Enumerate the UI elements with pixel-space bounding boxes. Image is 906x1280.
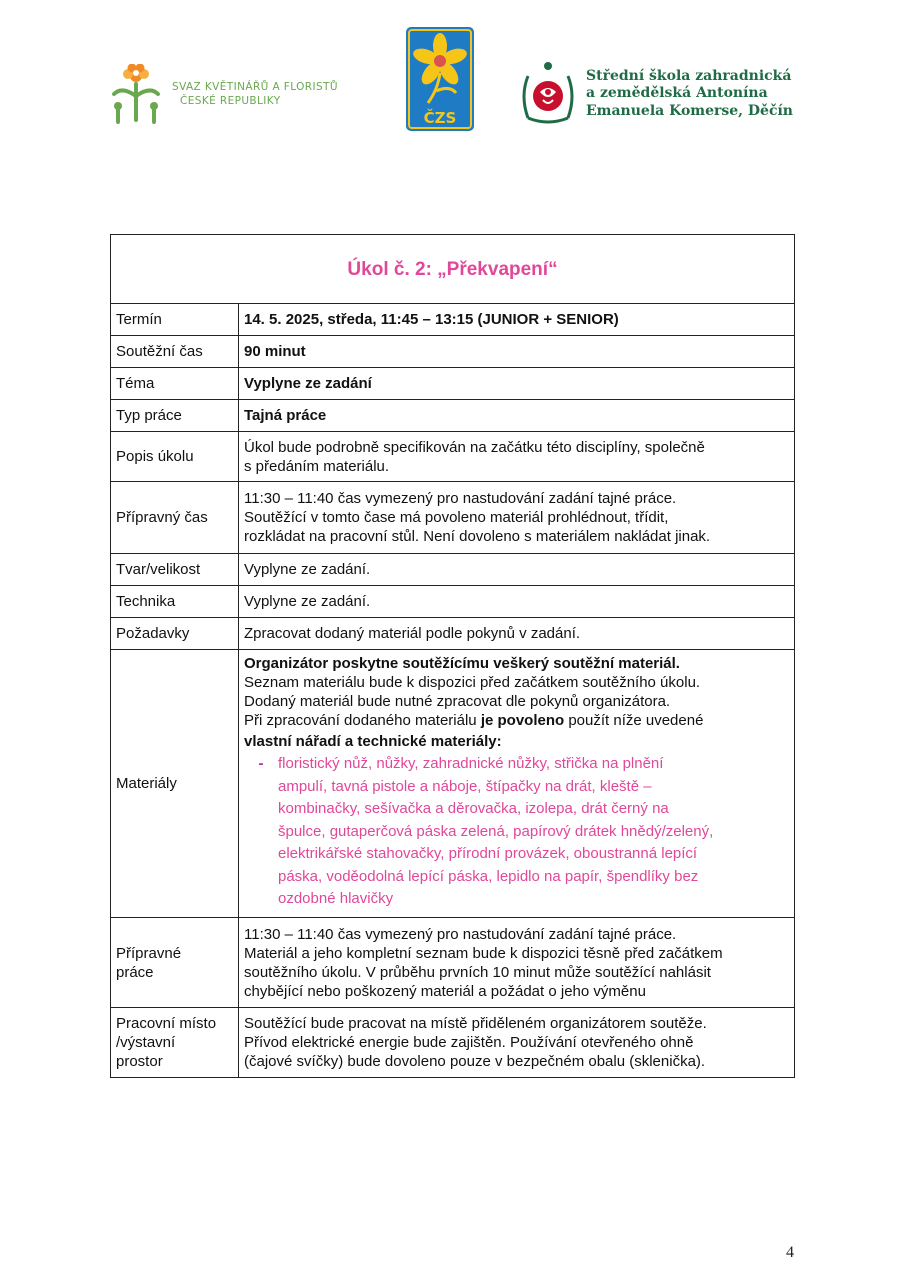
row-value: 90 minut — [239, 336, 795, 368]
list-line: ozdobné hlavičky — [278, 890, 394, 908]
text-line: s předáním materiálu. — [244, 457, 390, 475]
text-segment-bold: je povoleno — [480, 712, 565, 730]
text-line: Seznam materiálu bude k dispozici před začátkem soutěžního úkolu. — [244, 674, 701, 692]
text-segment: Při zpracování dodaného materiálu — [244, 712, 481, 730]
text-line: rozkládat na pracovní stůl. Není dovoleno s materiálem nakládat jinak. — [244, 528, 711, 545]
row-value — [239, 1008, 795, 1078]
row-label: Termín — [111, 304, 239, 336]
tools-list — [244, 753, 789, 911]
daffodil-icon — [406, 27, 474, 131]
row-label: Materiály — [111, 650, 239, 918]
text-line: vlastní nářadí a technické materiály: — [244, 733, 502, 751]
list-item — [244, 776, 789, 799]
text-line: Organizátor poskytne soutěžícímu veškerý soutěžní materiál. — [244, 655, 680, 673]
row-value: Zpracovat dodaný materiál podle pokynů v zadání. — [239, 618, 795, 650]
table-row — [111, 368, 795, 400]
text-line: soutěžního úkolu. V průběhu prvních 10 minut může soutěžící nahlásit — [244, 963, 711, 981]
row-label — [111, 1008, 239, 1078]
row-value: Vyplyne ze zadání — [239, 368, 795, 400]
text-line: (čajové svíčky) bude dovoleno pouze v bezpečném obalu (skleničkа). — [244, 1053, 706, 1070]
row-label — [111, 918, 239, 1008]
school-line1: Střední škola zahradnická — [586, 67, 792, 84]
text-line: Úkol bude podrobně specifikován na začátku této disciplíny, společně — [244, 438, 705, 456]
table-row — [111, 482, 795, 554]
list-item — [244, 888, 789, 911]
label-line: práce — [116, 963, 154, 981]
table-row — [111, 1008, 795, 1078]
list-item — [244, 866, 789, 889]
list-line: floristický nůž, nůžky, zahradnické nůžky, střička na plnění — [278, 755, 664, 773]
row-value: Tajná práce — [239, 400, 795, 432]
row-label: Typ práce — [111, 400, 239, 432]
text-line: 11:30 – 11:40 čas vymezený pro nastudování zadání tajné práce. — [244, 925, 677, 943]
label-line: Přípravné — [116, 944, 182, 962]
row-label: Téma — [111, 368, 239, 400]
row-value: Vyplyne ze zadání. — [239, 586, 795, 618]
list-item — [244, 798, 789, 821]
czs-logo — [406, 27, 474, 131]
row-label: Technika — [111, 586, 239, 618]
row-value — [239, 918, 795, 1008]
svaz-logo — [110, 64, 338, 124]
text-line: Materiál a jeho kompletní seznam bude k dispozici těsně před začátkem — [244, 944, 723, 962]
row-label: Soutěžní čas — [111, 336, 239, 368]
list-line: špulce, gutaperčová páska zelená, papírový drátek hnědý/zelený, — [278, 822, 714, 840]
row-label: Tvar/velikost — [111, 554, 239, 586]
text-line: Soutěžící v tomto čase má povoleno materiál prohlédnout, třídit, — [244, 509, 669, 526]
table-row-title — [111, 235, 795, 304]
row-label: Popis úkolu — [111, 432, 239, 482]
row-label: Požadavky — [111, 618, 239, 650]
table-row — [111, 554, 795, 586]
table-row — [111, 586, 795, 618]
text-line: Dodaný materiál bude nutné zpracovat dle pokynů organizátora. — [244, 693, 671, 711]
label-line: prostor — [116, 1053, 163, 1070]
school-line2: a zemědělská Antonína — [586, 85, 768, 102]
list-item — [244, 821, 789, 844]
row-label: Přípravný čas — [111, 482, 239, 554]
table-row — [111, 650, 795, 918]
table-row — [111, 336, 795, 368]
table-row — [111, 304, 795, 336]
table-row — [111, 918, 795, 1008]
school-name — [586, 68, 793, 121]
list-line: páska, voděodolná lepící páska, lepidlo na papír, špendlíky bez — [278, 867, 699, 885]
table-row — [111, 400, 795, 432]
table-row — [111, 432, 795, 482]
text-segment: použít níže uvedené — [564, 712, 704, 730]
czs-text: ČZS — [423, 109, 457, 127]
page-header — [0, 22, 906, 134]
flower-figure-icon — [110, 64, 162, 124]
row-value — [239, 650, 795, 918]
row-value: Vyplyne ze zadání. — [239, 554, 795, 586]
list-line: ampulí, tavná pistole a náboje, štípačky na drát, kleště – — [278, 777, 652, 795]
task-title: Úkol č. 2: „Překvapení“ — [111, 235, 795, 304]
text-line — [244, 711, 789, 730]
list-item — [244, 753, 789, 776]
school-logo — [518, 60, 793, 128]
list-line: elektrikářské stahovačky, přírodní provázek, oboustranná lepící — [278, 845, 698, 863]
text-line: chybějící nebo poškozený materiál a požádat o jeho výměnu — [244, 982, 646, 1000]
list-line: kombinačky, sešívačka a děrovačka, izolepa, drát černý na — [278, 800, 669, 818]
task-table — [110, 234, 795, 1078]
label-line: Pracovní místo — [116, 1015, 217, 1032]
row-value — [239, 432, 795, 482]
text-line: Soutěžící bude pracovat na místě přiděleném organizátorem soutěže. — [244, 1015, 707, 1032]
svaz-line1: SVAZ KVĚTINÁŘŮ A FLORISTŮ — [172, 81, 338, 93]
label-line: /výstavní — [116, 1034, 176, 1051]
page-number: 4 — [786, 1244, 794, 1261]
list-item — [244, 843, 789, 866]
row-value: 14. 5. 2025, středa, 11:45 – 13:15 (JUNIOR + SENIOR) — [239, 304, 795, 336]
text-line: 11:30 – 11:40 čas vymezený pro nastudování zadání tajné práce. — [244, 490, 677, 507]
school-line3: Emanuela Komerse, Děčín — [586, 102, 793, 119]
text-line: Přívod elektrické energie bude zajištěn. Používání otevřeného ohně — [244, 1034, 694, 1051]
row-value — [239, 482, 795, 554]
list-dash: - — [258, 755, 264, 773]
rose-wreath-icon — [518, 60, 578, 128]
table-row — [111, 618, 795, 650]
svaz-name — [172, 80, 338, 108]
svaz-line2: ČESKÉ REPUBLIKY — [180, 95, 281, 107]
